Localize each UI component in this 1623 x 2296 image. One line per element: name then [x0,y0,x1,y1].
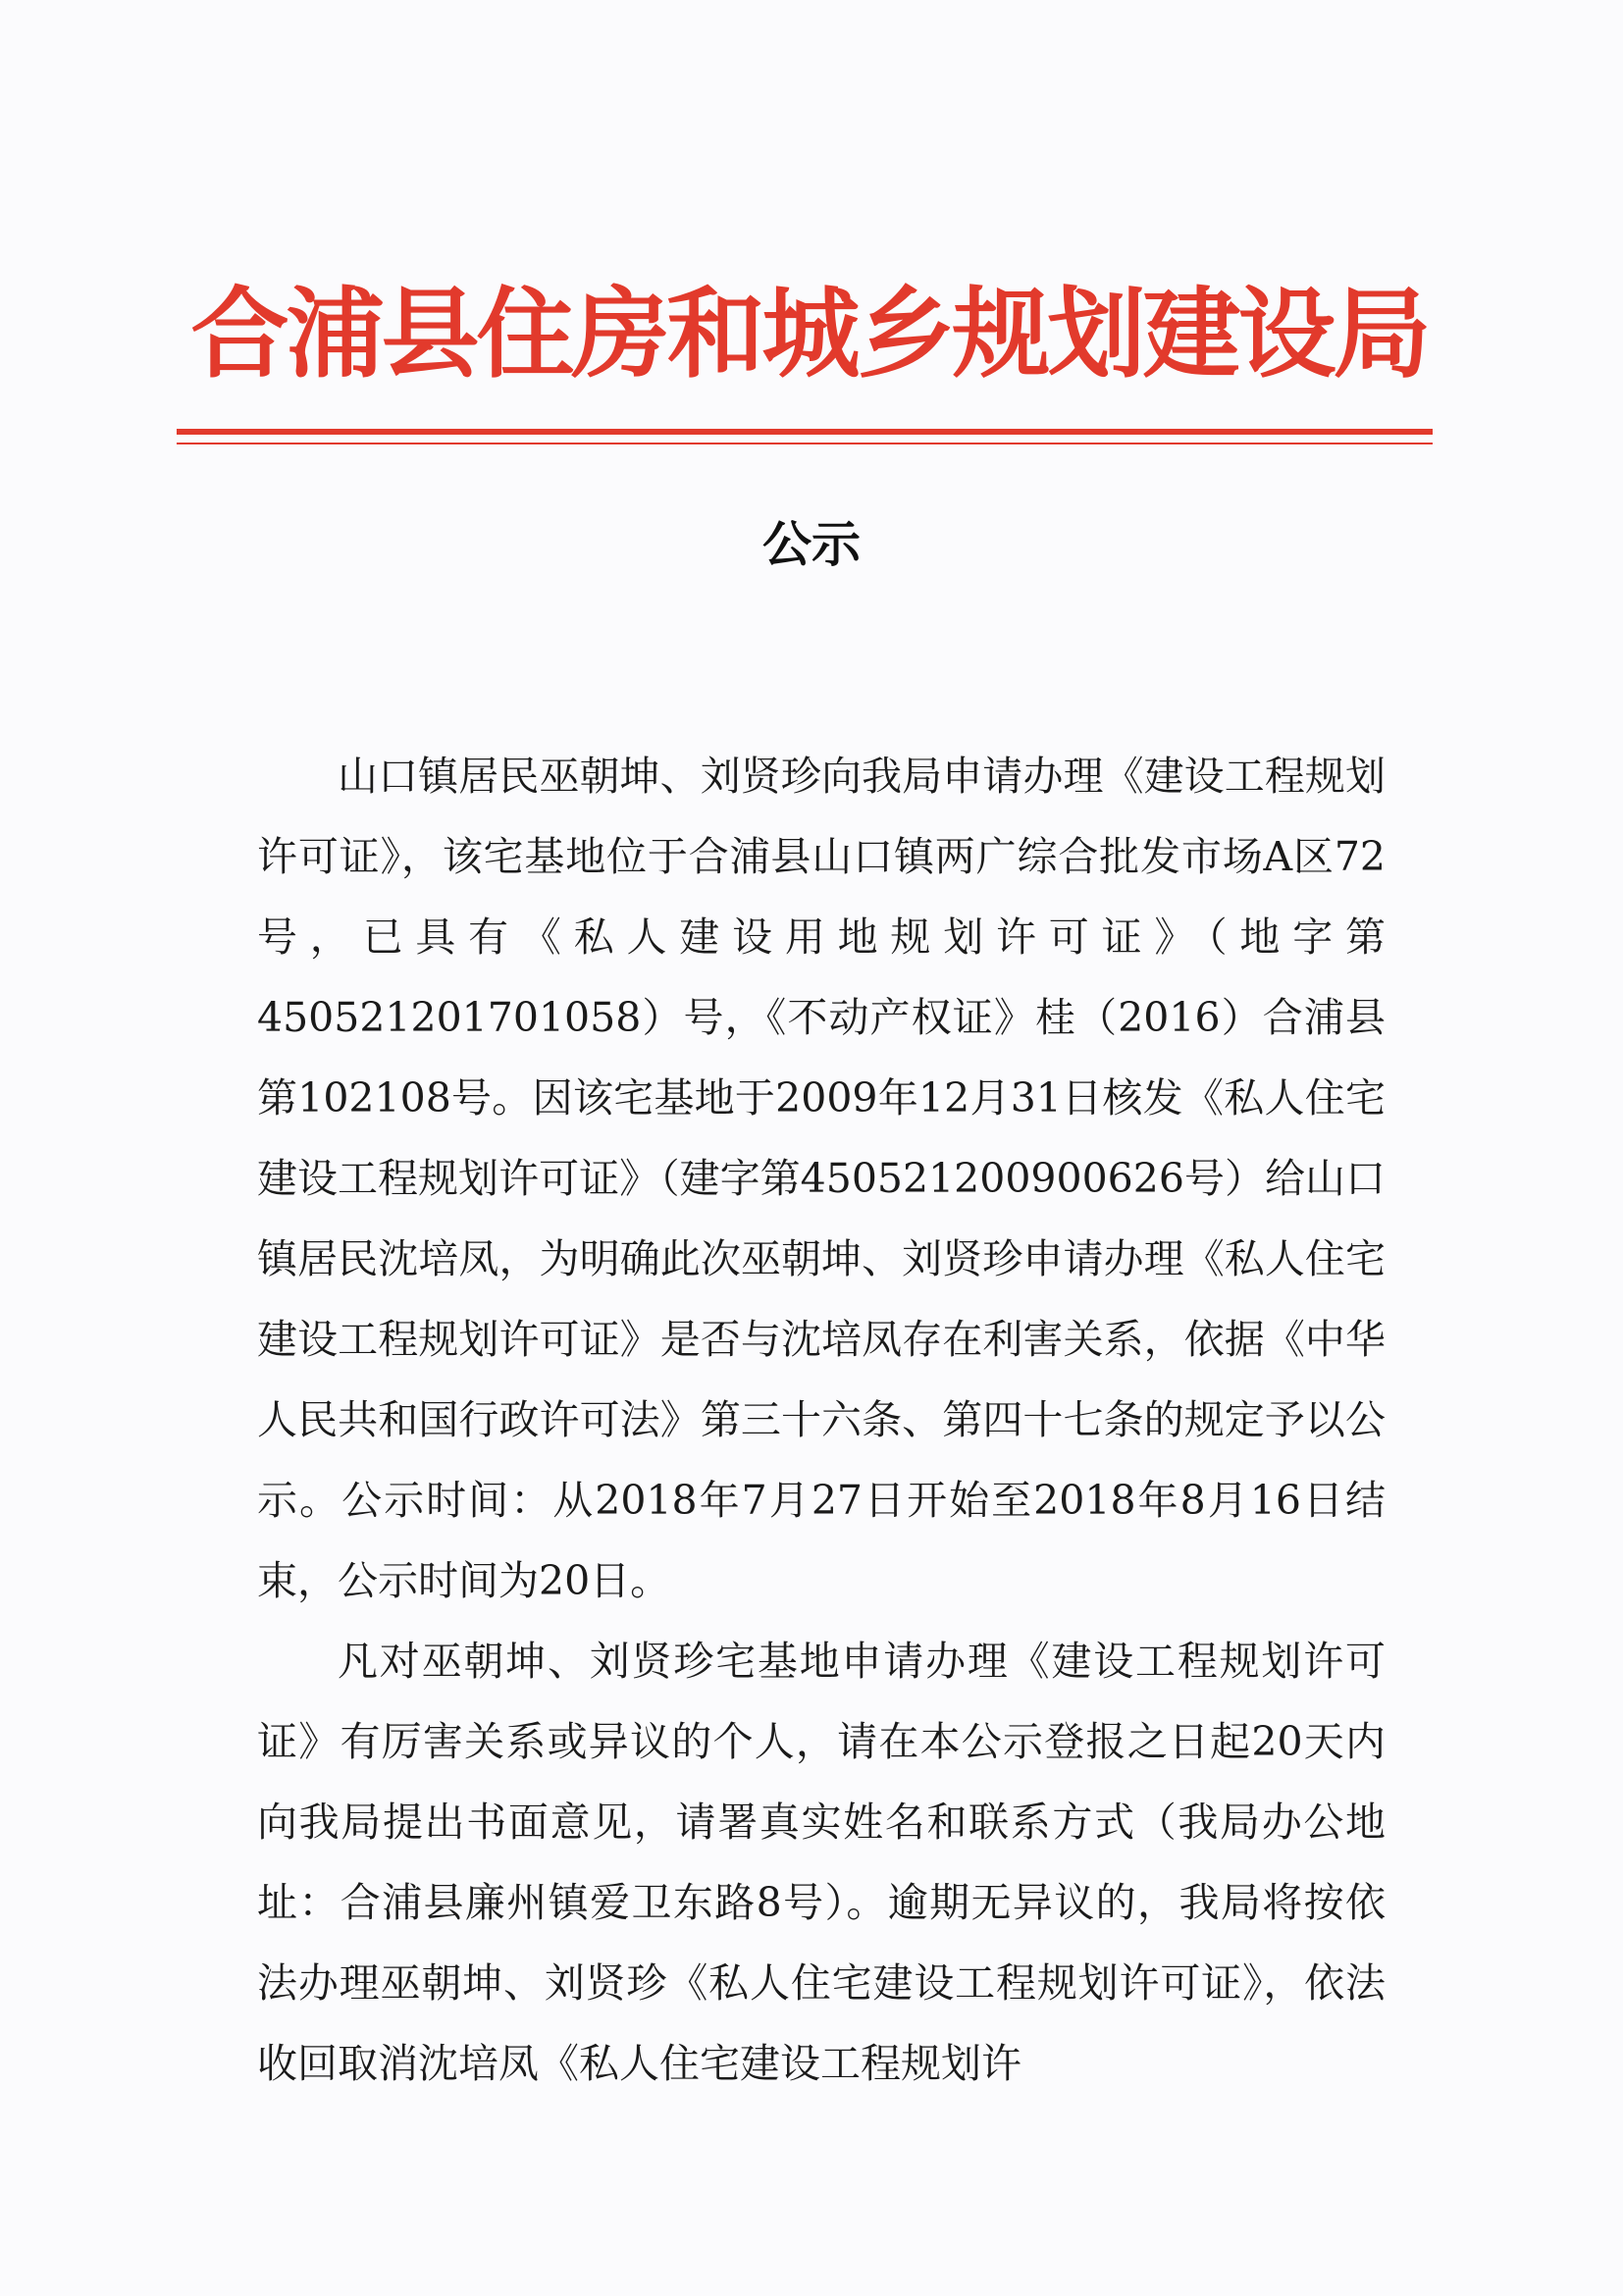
organization-header: 合浦县住房和城乡规划建设局 [190,276,1429,391]
body-paragraph-2: 凡对巫朝坤、刘贤珍宅基地申请办理《建设工程规划许可证》有厉害关系或异议的个人，请在本公示登报之日起20天内向我局提出书面意见，请署真实姓名和联系方式（我局办公地址：合浦县廉州镇爱卫东路8号）。逾期无异议的，我局将按依法办理巫朝坤、刘贤珍《私人住宅建设工程规划许可证》，依法收回取消沈培凤《私人住宅建设工程规划许 [257,1638,1386,2087]
document-body [257,736,1386,2104]
header-rule-thick [177,429,1433,435]
header-rule-thin [177,443,1433,444]
body-paragraph-1: 山口镇居民巫朝坤、刘贤珍向我局申请办理《建设工程规划许可证》，该宅基地位于合浦县山口镇两广综合批发市场A区72号，已具有《私人建设用地规划许可证》（地字第450521201701058）号，《不动产权证》桂（2016）合浦县第102108号。因该宅基地于2009年12月31日核发《私人住宅建设工程规划许可证》（建字第450521200900626号）给山口镇居民沈培凤，为明确此次巫朝坤、刘贤珍申请办理《私人住宅建设工程规划许可证》是否与沈培凤存在利害关系，依据《中华人民共和国行政许可法》第三十六条、第四十七条的规定予以公示。公示时间：从2018年7月27日开始至2018年8月16日结束，公示时间为20日。 [257,753,1386,1604]
document-title: 公示 [762,516,861,573]
